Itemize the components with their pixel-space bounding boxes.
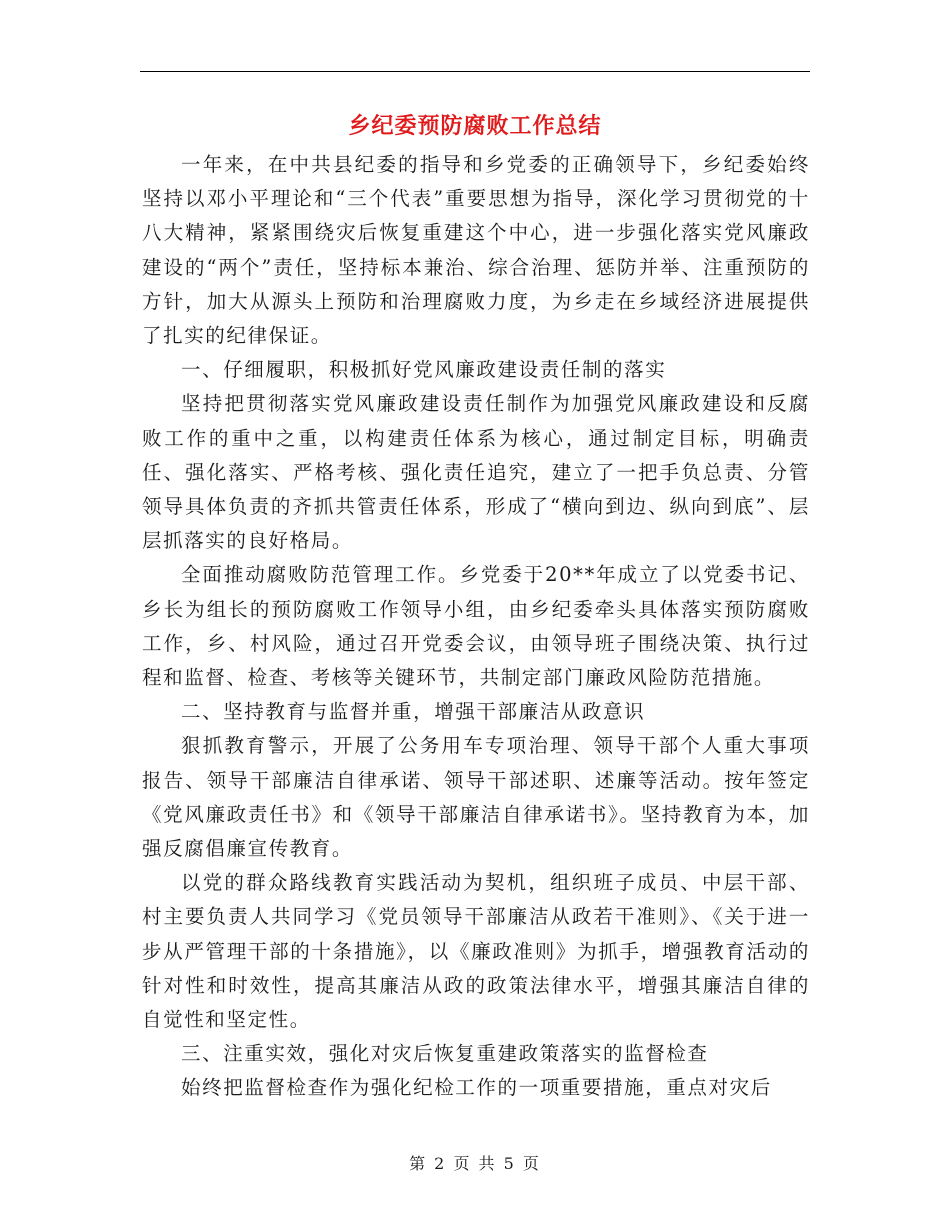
header-rule [140, 71, 810, 72]
document-body [142, 148, 810, 1106]
section-heading-3: 三、注重实效，强化对灾后恢复重建政策落实的监督检查 [181, 1042, 709, 1066]
paragraph: 全面推动腐败防范管理工作。乡党委于20**年成立了以党委书记、乡长为组长的预防腐败工作领导小组，由乡纪委牵头具体落实预防腐败工作，乡、村风险，通过召开党委会议，由领导班子围绕决策、执行过程和监督、检查、考核等关键环节，共制定部门廉政风险防范措施。 [142, 563, 810, 690]
section-heading-1: 一、仔细履职，积极抓好党风廉政建设责任制的落实 [181, 358, 667, 382]
paragraph: 始终把监督检查作为强化纪检工作的一项重要措施，重点对灾后 [181, 1076, 772, 1100]
paragraph: 坚持把贯彻落实党风廉政建设责任制作为加强党风廉政建设和反腐败工作的重中之重，以构建责任体系为核心，通过制定目标，明确责任、强化落实、严格考核、强化责任追究，建立了一把手负总责、分管领导具体负责的齐抓共管责任体系，形成了“横向到边、纵向到底”、层层抓落实的良好格局。 [142, 392, 810, 553]
paragraph: 狠抓教育警示，开展了公务用车专项治理、领导干部个人重大事项报告、领导干部廉洁自律承诺、领导干部述职、述廉等活动。按年签定《党风廉政责任书》和《领导干部廉洁自律承诺书》。坚持教育为本，加强反腐倡廉宣传教育。 [142, 734, 810, 861]
document-title: 乡纪委预防腐败工作总结 [348, 113, 602, 139]
paragraph: 以党的群众路线教育实践活动为契机，组织班子成员、中层干部、村主要负责人共同学习《党员领导干部廉洁从政若干准则》、《关于进一步从严管理干部的十条措施》，以《廉政准则》为抓手，增强教育活动的针对性和时效性，提高其廉洁从政的政策法律水平，增强其廉洁自律的自觉性和坚定性。 [142, 871, 810, 1032]
section-heading-2: 二、坚持教育与监督并重，增强干部廉洁从政意识 [181, 700, 646, 724]
paragraph-intro: 一年来，在中共县纪委的指导和乡党委的正确领导下，乡纪委始终坚持以邓小平理论和“三个代表”重要思想为指导，深化学习贯彻党的十八大精神，紧紧围绕灾后恢复重建这个中心，进一步强化落实党风廉政建设的“两个”责任，坚持标本兼治、综合治理、惩防并举、注重预防的方针，加大从源头上预防和治理腐败力度，为乡走在乡域经济进展提供了扎实的纪律保证。 [142, 153, 810, 348]
page-number-footer: 第 2 页 共 5 页 [409, 1154, 541, 1173]
